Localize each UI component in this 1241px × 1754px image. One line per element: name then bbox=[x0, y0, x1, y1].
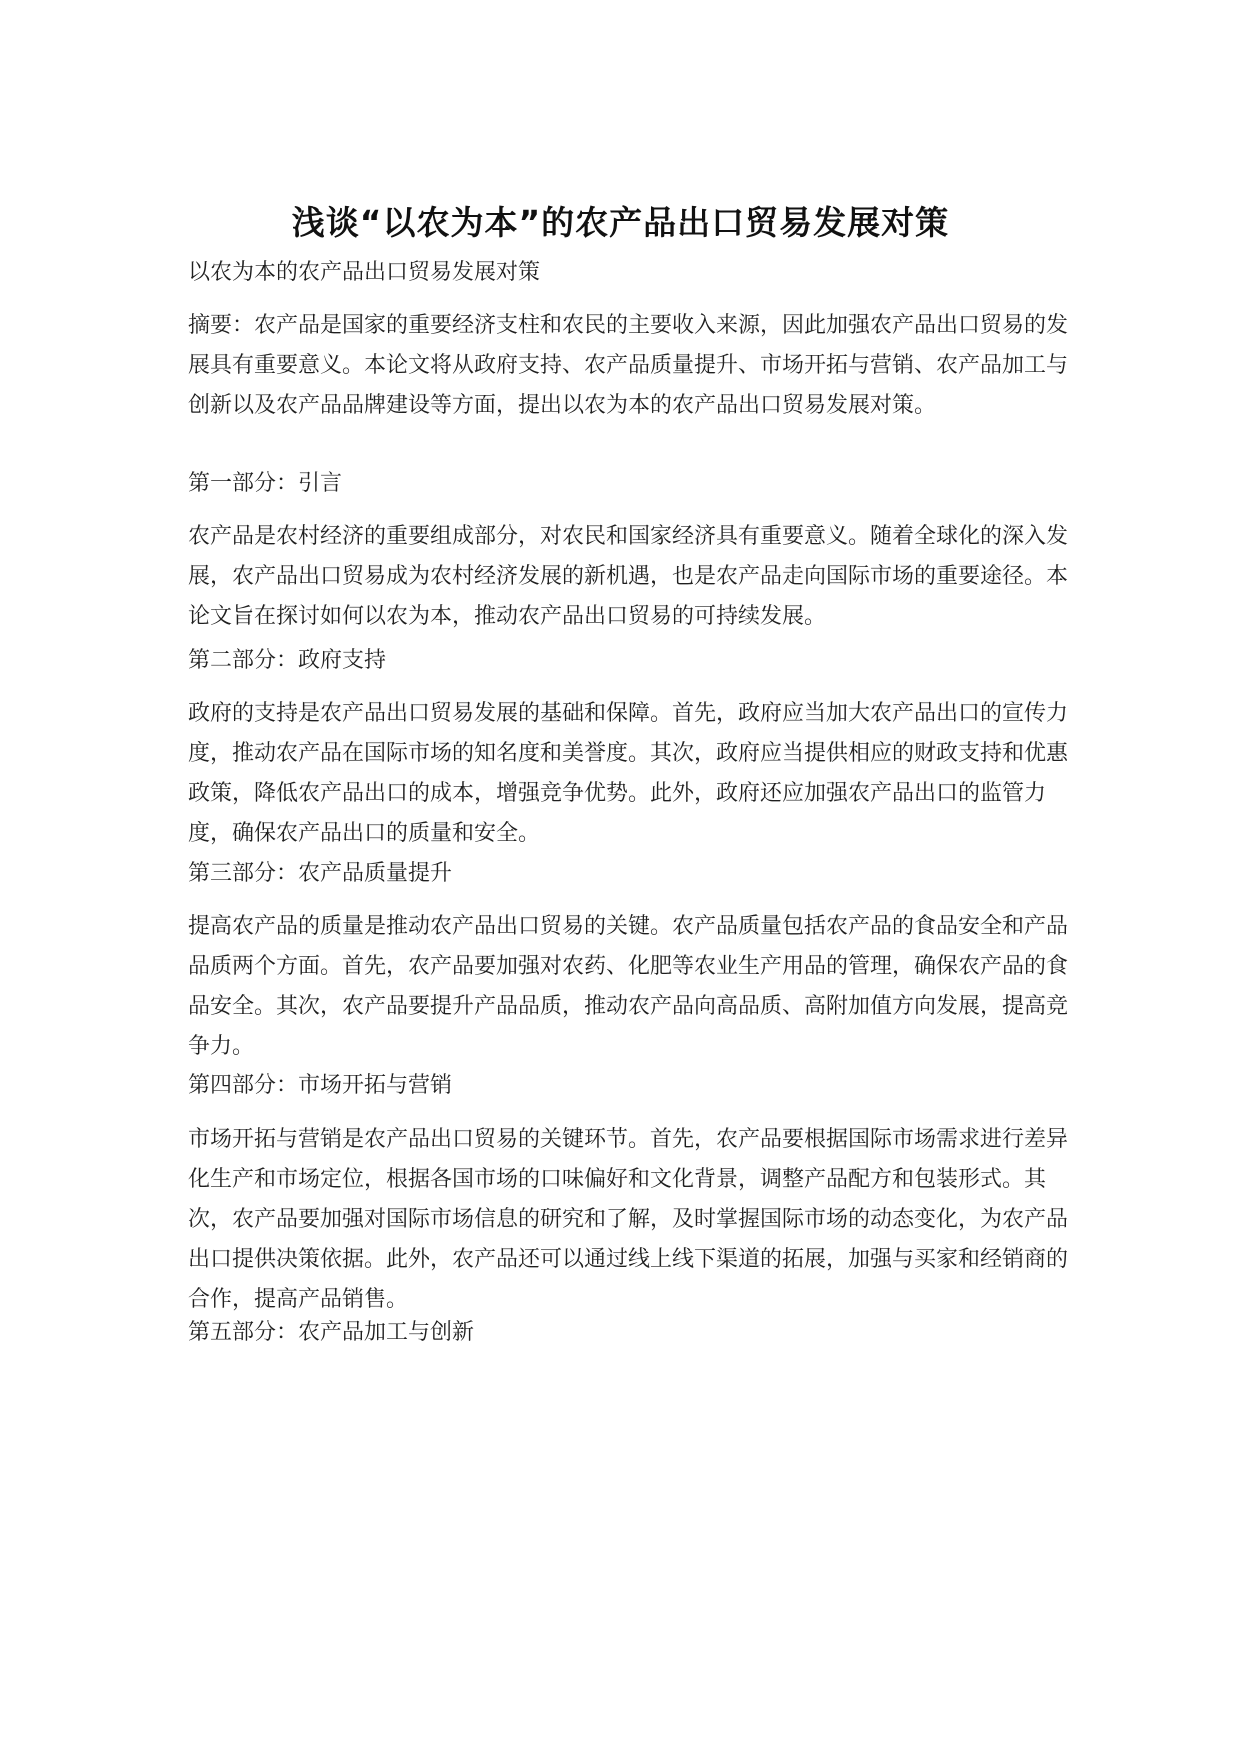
paragraph: 提高农产品的质量是推动农产品出口贸易的关键。农产品质量包括农产品的食品安全和产品品质两个方面。首先，农产品要加强对农药、化肥等农业生产用品的管理，确保农产品的食品安全。其次，农产品要提升产品品质，推动农产品向高品质、高附加值方向发展，提高竞争力。 bbox=[188, 914, 1069, 1059]
section-heading-4 bbox=[188, 1066, 1068, 1106]
section-heading: 第四部分：市场开拓与营销 bbox=[188, 1073, 453, 1098]
paragraph-intro bbox=[188, 517, 1068, 637]
section-heading-3 bbox=[188, 854, 1068, 894]
paragraph-government bbox=[188, 694, 1068, 854]
section-heading-1 bbox=[188, 464, 1068, 504]
paragraph-subtitle bbox=[188, 253, 1068, 293]
section-heading: 第二部分：政府支持 bbox=[188, 648, 387, 673]
paragraph: 以农为本的农产品出口贸易发展对策 bbox=[188, 260, 541, 285]
paragraph-abstract bbox=[188, 306, 1068, 426]
section-heading-2 bbox=[188, 641, 1068, 681]
section-heading: 第五部分：农产品加工与创新 bbox=[188, 1320, 475, 1345]
paragraph: 摘要：农产品是国家的重要经济支柱和农民的主要收入来源，因此加强农产品出口贸易的发展具有重要意义。本论文将从政府支持、农产品质量提升、市场开拓与营销、农产品加工与创新以及农产品品牌建设等方面，提出以农为本的农产品出口贸易发展对策。 bbox=[188, 313, 1069, 418]
paragraph-quality bbox=[188, 907, 1068, 1067]
section-heading: 第三部分：农产品质量提升 bbox=[188, 861, 453, 886]
paragraph: 市场开拓与营销是农产品出口贸易的关键环节。首先，农产品要根据国际市场需求进行差异化生产和市场定位，根据各国市场的口味偏好和文化背景，调整产品配方和包装形式。其次，农产品要加强对国际市场信息的研究和了解，及时掌握国际市场的动态变化，为农产品出口提供决策依据。此外，农产品还可以通过线上线下渠道的拓展，加强与买家和经销商的合作，提高产品销售。 bbox=[188, 1127, 1069, 1312]
section-heading-5 bbox=[188, 1313, 1068, 1353]
paragraph: 政府的支持是农产品出口贸易发展的基础和保障。首先，政府应当加大农产品出口的宣传力度，推动农产品在国际市场的知名度和美誉度。其次，政府应当提供相应的财政支持和优惠政策，降低农产品出口的成本，增强竞争优势。此外，政府还应加强农产品出口的监管力度，确保农产品出口的质量和安全。 bbox=[188, 701, 1069, 846]
paragraph-market bbox=[188, 1120, 1068, 1320]
paragraph: 农产品是农村经济的重要组成部分，对农民和国家经济具有重要意义。随着全球化的深入发展，农产品出口贸易成为农村经济发展的新机遇，也是农产品走向国际市场的重要途径。本论文旨在探讨如何以农为本，推动农产品出口贸易的可持续发展。 bbox=[188, 524, 1069, 629]
section-heading: 第一部分：引言 bbox=[188, 471, 343, 496]
document-title: 浅谈“以农为本”的农产品出口贸易发展对策 bbox=[291, 203, 950, 243]
